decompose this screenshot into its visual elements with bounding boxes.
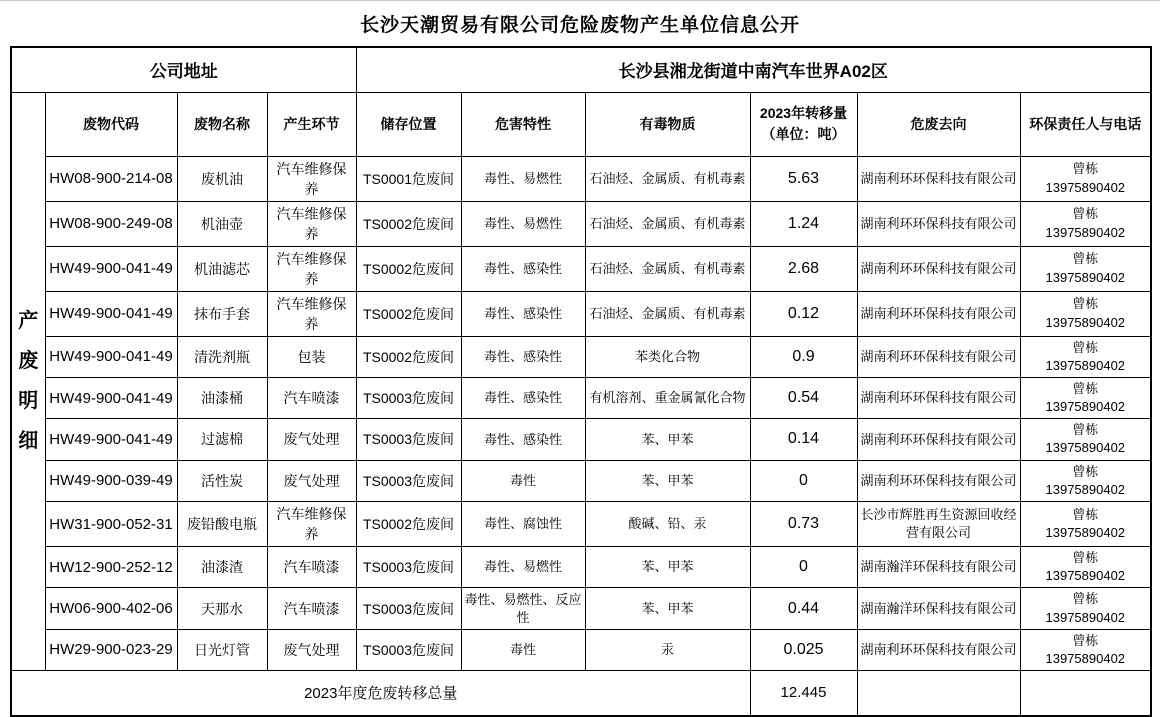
contact-cell — [1020, 629, 1151, 670]
toxic-cell: 苯、甲苯 — [585, 460, 750, 501]
hazard-cell: 毒性、感染性 — [461, 419, 585, 460]
hazard-cell: 毒性、易燃性 — [461, 547, 585, 588]
destination-cell: 湖南利环环保科技有限公司 — [857, 291, 1020, 336]
waste-code-cell: HW31-900-052-31 — [45, 502, 177, 547]
table-row — [11, 156, 1151, 201]
waste-code-cell: HW49-900-041-49 — [45, 377, 177, 418]
waste-name-cell: 废机油 — [177, 156, 267, 201]
footer-total-value: 12.445 — [750, 671, 857, 716]
hazard-cell: 毒性、易燃性 — [461, 156, 585, 201]
destination-cell: 湖南利环环保科技有限公司 — [857, 156, 1020, 201]
footer-total-label: 2023年度危废转移总量 — [11, 671, 750, 716]
contact-person: 曾栋 — [1072, 463, 1099, 479]
waste-code-cell: HW49-900-041-49 — [45, 419, 177, 460]
contact-person: 曾栋 — [1072, 380, 1099, 396]
destination-cell: 湖南利环环保科技有限公司 — [857, 629, 1020, 670]
toxic-cell: 石油烃、金属质、有机毒素 — [585, 246, 750, 291]
storage-cell: TS0003危废间 — [356, 419, 461, 460]
company-address-row — [11, 47, 1151, 92]
waste-code-cell: HW06-900-402-06 — [45, 588, 177, 629]
waste-code-cell: HW08-900-249-08 — [45, 201, 177, 246]
table-footer-row — [11, 671, 1151, 716]
toxic-cell: 苯类化合物 — [585, 336, 750, 377]
contact-phone: 13975890402 — [1045, 481, 1126, 497]
toxic-cell: 石油烃、金属质、有机毒素 — [585, 156, 750, 201]
table-row — [11, 291, 1151, 336]
hazard-cell: 毒性、感染性 — [461, 336, 585, 377]
waste-name-cell: 天那水 — [177, 588, 267, 629]
destination-cell: 长沙市辉胜再生资源回收经营有限公司 — [857, 502, 1020, 547]
amount-cell: 0.54 — [750, 377, 857, 418]
destination-cell: 湖南利环环保科技有限公司 — [857, 377, 1020, 418]
company-address-value: 长沙县湘龙街道中南汽车世界A02区 — [356, 47, 1151, 92]
storage-cell: TS0001危废间 — [356, 156, 461, 201]
group-label: 产废明细 — [18, 310, 39, 453]
contact-cell — [1020, 460, 1151, 501]
storage-cell: TS0003危废间 — [356, 460, 461, 501]
contact-person: 曾栋 — [1072, 506, 1099, 522]
contact-person: 曾栋 — [1072, 632, 1099, 648]
contact-person: 曾栋 — [1072, 550, 1099, 565]
header-storage: 储存位置 — [356, 92, 461, 156]
waste-name-cell: 日光灯管 — [177, 629, 267, 670]
contact-phone: 13975890402 — [1045, 314, 1126, 330]
storage-cell: TS0003危废间 — [356, 629, 461, 670]
header-waste-name: 废物名称 — [177, 92, 267, 156]
storage-cell: TS0002危废间 — [356, 246, 461, 291]
contact-person: 曾栋 — [1072, 206, 1099, 222]
storage-cell: TS0002危废间 — [356, 201, 461, 246]
contact-cell — [1020, 156, 1151, 201]
stage-cell: 汽车喷漆 — [267, 547, 356, 588]
amount-cell: 0.14 — [750, 419, 857, 460]
contact-cell — [1020, 336, 1151, 377]
contact-cell — [1020, 502, 1151, 547]
storage-cell: TS0002危废间 — [356, 502, 461, 547]
stage-cell: 废气处理 — [267, 460, 356, 501]
table-row — [11, 547, 1151, 588]
stage-cell: 汽车维修保养 — [267, 201, 356, 246]
table-header-row — [11, 92, 1151, 156]
table-row — [11, 460, 1151, 501]
amount-cell: 0.9 — [750, 336, 857, 377]
waste-name-cell: 活性炭 — [177, 460, 267, 501]
header-toxic: 有毒物质 — [585, 92, 750, 156]
contact-phone: 13975890402 — [1045, 399, 1126, 415]
amount-cell: 0.12 — [750, 291, 857, 336]
contact-person: 曾栋 — [1072, 591, 1099, 607]
stage-cell: 汽车喷漆 — [267, 588, 356, 629]
destination-cell: 湖南利环环保科技有限公司 — [857, 246, 1020, 291]
footer-empty-contact — [1020, 671, 1151, 716]
destination-cell: 湖南瀚洋环保科技有限公司 — [857, 588, 1020, 629]
header-stage: 产生环节 — [267, 92, 356, 156]
header-destination: 危废去向 — [857, 92, 1020, 156]
contact-phone: 13975890402 — [1045, 269, 1126, 285]
waste-disclosure-table — [10, 46, 1152, 717]
group-label-cell — [11, 92, 45, 671]
destination-cell: 湖南利环环保科技有限公司 — [857, 419, 1020, 460]
toxic-cell: 苯、甲苯 — [585, 588, 750, 629]
storage-cell: TS0003危废间 — [356, 377, 461, 418]
stage-cell: 废气处理 — [267, 419, 356, 460]
stage-cell: 汽车维修保养 — [267, 246, 356, 291]
amount-cell: 1.24 — [750, 201, 857, 246]
contact-cell — [1020, 547, 1151, 588]
waste-code-cell: HW12-900-252-12 — [45, 547, 177, 588]
toxic-cell: 有机溶剂、重金属氰化合物 — [585, 377, 750, 418]
amount-cell: 0.73 — [750, 502, 857, 547]
contact-person: 曾栋 — [1072, 339, 1099, 355]
waste-name-cell: 机油滤芯 — [177, 246, 267, 291]
table-row — [11, 246, 1151, 291]
toxic-cell: 石油烃、金属质、有机毒素 — [585, 291, 750, 336]
contact-cell — [1020, 588, 1151, 629]
amount-cell: 0.025 — [750, 629, 857, 670]
table-row — [11, 336, 1151, 377]
amount-cell: 5.63 — [750, 156, 857, 201]
hazard-cell: 毒性 — [461, 629, 585, 670]
storage-cell: TS0003危废间 — [356, 588, 461, 629]
hazard-cell: 毒性、感染性 — [461, 291, 585, 336]
hazard-cell: 毒性、易燃性、反应性 — [461, 588, 585, 629]
waste-code-cell: HW49-900-041-49 — [45, 246, 177, 291]
stage-cell: 汽车维修保养 — [267, 291, 356, 336]
table-row — [11, 502, 1151, 547]
contact-person: 曾栋 — [1072, 422, 1099, 438]
toxic-cell: 苯、甲苯 — [585, 419, 750, 460]
waste-name-cell: 机油壶 — [177, 201, 267, 246]
company-address-label: 公司地址 — [11, 47, 356, 92]
hazard-cell: 毒性、易燃性 — [461, 201, 585, 246]
amount-cell: 0 — [750, 460, 857, 501]
waste-name-cell: 过滤棉 — [177, 419, 267, 460]
contact-phone: 13975890402 — [1045, 568, 1126, 584]
waste-code-cell: HW49-900-041-49 — [45, 291, 177, 336]
table-row — [11, 419, 1151, 460]
contact-cell — [1020, 419, 1151, 460]
stage-cell: 汽车维修保养 — [267, 156, 356, 201]
destination-cell: 湖南利环环保科技有限公司 — [857, 201, 1020, 246]
hazard-cell: 毒性、腐蚀性 — [461, 502, 585, 547]
stage-cell: 废气处理 — [267, 629, 356, 670]
contact-cell — [1020, 377, 1151, 418]
amount-cell: 0 — [750, 547, 857, 588]
table-row — [11, 629, 1151, 670]
destination-cell: 湖南瀚洋环保科技有限公司 — [857, 547, 1020, 588]
table-row — [11, 377, 1151, 418]
contact-phone: 13975890402 — [1045, 357, 1126, 373]
contact-cell — [1020, 246, 1151, 291]
contact-phone: 13975890402 — [1045, 179, 1126, 195]
waste-name-cell: 油漆渣 — [177, 547, 267, 588]
hazard-cell: 毒性、感染性 — [461, 246, 585, 291]
table-row — [11, 201, 1151, 246]
hazard-cell: 毒性、感染性 — [461, 377, 585, 418]
contact-cell — [1020, 291, 1151, 336]
hazard-cell: 毒性 — [461, 460, 585, 501]
waste-name-cell: 油漆桶 — [177, 377, 267, 418]
waste-code-cell: HW49-900-041-49 — [45, 336, 177, 377]
header-amount-line2: （单位：吨） — [761, 126, 846, 142]
stage-cell: 汽车维修保养 — [267, 502, 356, 547]
toxic-cell: 苯、甲苯 — [585, 547, 750, 588]
header-waste-code: 废物代码 — [45, 92, 177, 156]
stage-cell: 包装 — [267, 336, 356, 377]
header-amount — [750, 92, 857, 156]
contact-phone: 13975890402 — [1045, 609, 1126, 625]
contact-person: 曾栋 — [1072, 251, 1099, 267]
storage-cell: TS0002危废间 — [356, 336, 461, 377]
waste-code-cell: HW29-900-023-29 — [45, 629, 177, 670]
amount-cell: 2.68 — [750, 246, 857, 291]
destination-cell: 湖南利环环保科技有限公司 — [857, 460, 1020, 501]
contact-cell — [1020, 201, 1151, 246]
waste-code-cell: HW08-900-214-08 — [45, 156, 177, 201]
contact-phone: 13975890402 — [1045, 224, 1126, 240]
waste-code-cell: HW49-900-039-49 — [45, 460, 177, 501]
toxic-cell: 酸碱、铅、汞 — [585, 502, 750, 547]
toxic-cell: 汞 — [585, 629, 750, 670]
contact-person: 曾栋 — [1072, 161, 1099, 177]
contact-phone: 13975890402 — [1045, 440, 1126, 456]
page-title: 长沙天潮贸易有限公司危险废物产生单位信息公开 — [359, 15, 800, 36]
contact-person: 曾栋 — [1072, 296, 1099, 312]
table-row — [11, 588, 1151, 629]
waste-name-cell: 废铅酸电瓶 — [177, 502, 267, 547]
storage-cell: TS0003危废间 — [356, 547, 461, 588]
waste-name-cell: 清洗剂瓶 — [177, 336, 267, 377]
header-amount-line1: 2023年转移量 — [759, 105, 848, 121]
contact-phone: 13975890402 — [1045, 525, 1126, 540]
destination-cell: 湖南利环环保科技有限公司 — [857, 336, 1020, 377]
stage-cell: 汽车喷漆 — [267, 377, 356, 418]
toxic-cell: 石油烃、金属质、有机毒素 — [585, 201, 750, 246]
header-hazard: 危害特性 — [461, 92, 585, 156]
amount-cell: 0.44 — [750, 588, 857, 629]
header-contact: 环保责任人与电话 — [1020, 92, 1151, 156]
contact-phone: 13975890402 — [1045, 650, 1126, 666]
footer-empty-destination — [857, 671, 1020, 716]
storage-cell: TS0002危废间 — [356, 291, 461, 336]
waste-name-cell: 抹布手套 — [177, 291, 267, 336]
